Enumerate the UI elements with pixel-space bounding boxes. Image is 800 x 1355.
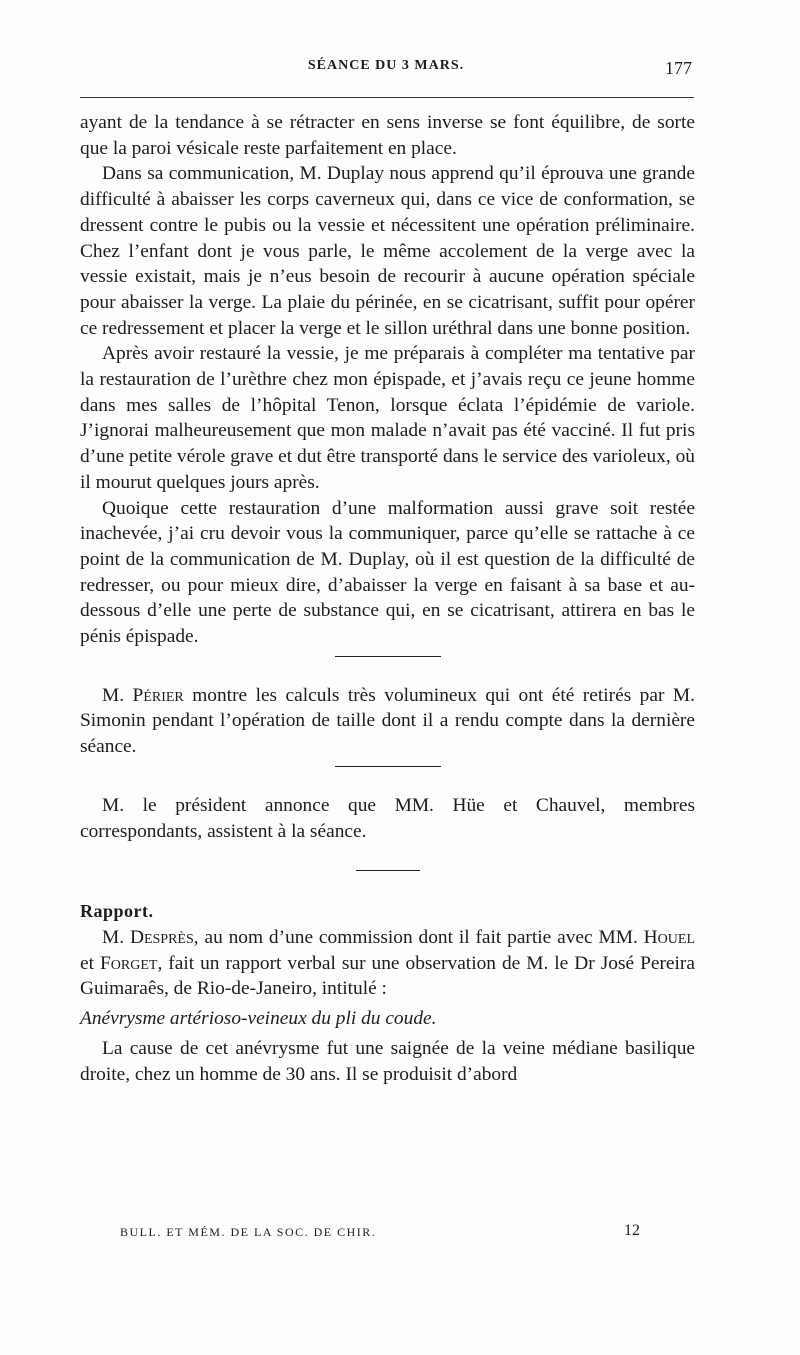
page-footer bbox=[120, 1222, 640, 1247]
paragraph-2: Dans sa communication, M. Duplay nous apprend qu’il éprouva une grande difficulté à abaisser les corps caverneux qui, dans ce vice de conformation, se dressent contre le pubis ou la vessie et nécessitent une opération préliminaire. Chez l’enfant dont je vous parle, le même accolement de la verge avec la vessie existait, mais je n’eus besoin de recourir à aucune opération spéciale pour abaisser la verge. La plaie du périnée, en se cicatrisant, suffit pour opérer ce redressement et placer la verge et le sillon uréthral dans une bonne position. bbox=[80, 163, 695, 339]
rapport-name-houel: Houel bbox=[643, 926, 695, 948]
header-rule bbox=[80, 97, 694, 98]
paragraph-cause: La cause de cet anévrysme fut une saignée de la veine médiane basilique droite, chez un homme de 30 ans. Il se produisit d’abord bbox=[80, 1037, 695, 1085]
page-number: 177 bbox=[665, 58, 692, 78]
paragraph-rapport bbox=[80, 925, 695, 1002]
perier-text: montre les calculs très volumineux qui ont été retirés par M. Simonin pendant l’opération de taille dont il a rendu compte dans la dernière séance. bbox=[80, 684, 695, 758]
separator-rule bbox=[356, 870, 420, 871]
page-header bbox=[80, 58, 692, 86]
perier-prefix: M. bbox=[102, 684, 125, 706]
journal-title: BULL. ET MÉM. DE LA SOC. DE CHIR. bbox=[120, 1225, 377, 1239]
rapport-name-forget: Forget bbox=[99, 952, 158, 974]
rapport-name-despres: Desprès bbox=[129, 926, 194, 948]
rapport-prefix: M. bbox=[102, 926, 125, 948]
case-title: Anévrysme artérioso-veineux du pli du coude. bbox=[80, 1008, 437, 1030]
perier-name: Périer bbox=[132, 684, 184, 706]
signature-number: 12 bbox=[624, 1222, 640, 1239]
paragraph-1: ayant de la tendance à se rétracter en sens inverse se font équilibre, de sorte que la paroi vésicale reste parfaitement en place. bbox=[80, 112, 695, 159]
separator-rule bbox=[335, 766, 441, 767]
section-title: Rapport. bbox=[80, 901, 154, 922]
paragraph-4: Quoique cette restauration d’une malformation aussi grave soit restée inachevée, j’ai cru devoir vous la communiquer, parce qu’elle se rattache à ce point de la communication de M. Duplay, où il est question de la difficulté de redresser, ou pour mieux dire, d’abaisser la verge en faisant à sa base et au-dessous d’elle une perte de substance qui, en se cicatrisant, attirera en bas le pénis épispade. bbox=[80, 497, 695, 648]
paragraph-3: Après avoir restauré la vessie, je me préparais à compléter ma tentative par la restauration de l’urèthre chez mon épispade, et j’avais reçu ce jeune homme dans mes salles de l’hôpital Tenon, lorsque éclata l’épidémie de variole. J’ignorai malheureusement que mon malade n’avait pas été vacciné. Il fut pris d’une petite vérole grave et dut être transporté dans le service des varioleux, où il mourut quelques jours après. bbox=[80, 343, 695, 493]
separator-rule bbox=[335, 656, 441, 657]
paragraph-perier bbox=[80, 683, 695, 760]
rapport-text-2: et bbox=[80, 952, 94, 974]
rapport-text-1: , au nom d’une commission dont il fait partie avec MM. bbox=[193, 926, 638, 948]
rapport-text-3: , fait un rapport verbal sur une observation de M. le Dr José Pereira Guimaraês, de Rio-de-Janeiro, intitulé : bbox=[80, 952, 695, 1000]
paragraph-president: M. le président annonce que MM. Hüe et Chauvel, membres correspondants, assistent à la séance. bbox=[80, 794, 695, 842]
running-title: SÉANCE DU 3 MARS. bbox=[307, 58, 465, 73]
body-text bbox=[80, 110, 695, 1087]
